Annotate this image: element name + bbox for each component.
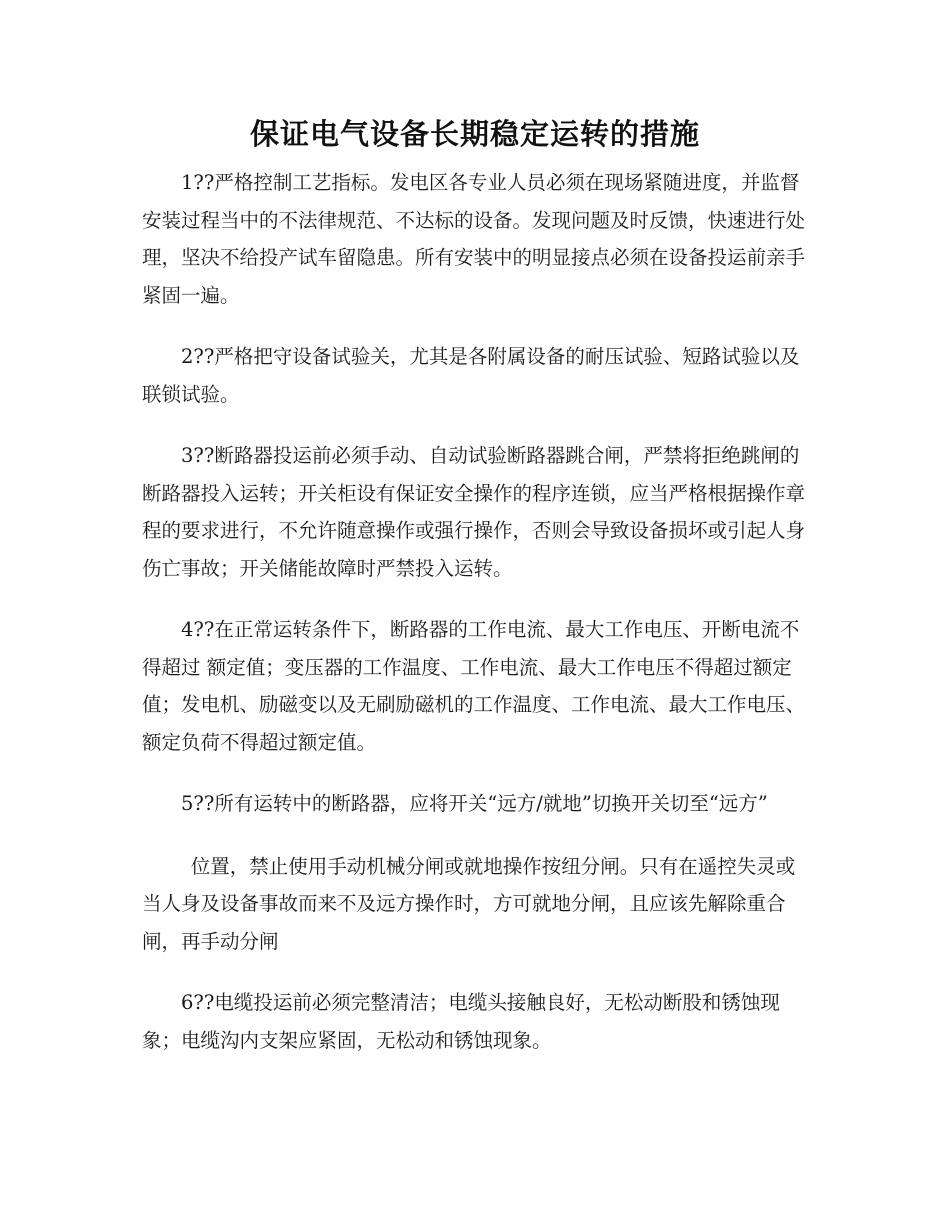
document-body xyxy=(142,164,807,1083)
paragraph-5: 5??所有运转中的断路器，应将开关“远方/就地”切换开关切至“远方” xyxy=(181,792,768,815)
document-title: 保证电气设备长期稳定运转的措施 xyxy=(249,117,700,151)
paragraph-6: 6??电缆投运前必须完整清洁；电缆头接触良好，无松动断股和锈蚀现象；电缆沟内支架应紧固，无松动和锈蚀现象。 xyxy=(142,991,780,1052)
paragraph-5-continued: 位置，禁止使用手动机械分闸或就地操作按纽分闸。只有在遥控失灵或当人身及设备事故而来不及远方操作时，方可就地分闸，且应该先解除重合闸，再手动分闸 xyxy=(142,854,796,953)
paragraph-1: 1??严格控制工艺指标。发电区各专业人员必须在现场紧随进度，并监督安装过程当中的不法律规范、不达标的设备。发现问题及时反馈，快速进行处理，坚决不给投产试车留隐患。所有安装中的明显接点必须在设备投运前亲手紧固一遍。 xyxy=(142,171,806,307)
paragraph-3: 3??断路器投运前必须手动、自动试验断路器跳合闸，严禁将拒绝跳闸的断路器投入运转；开关柜设有保证安全操作的程序连锁，应当严格根据操作章程的要求进行，不允许随意操作或强行操作，否则会导致设备损坏或引起人身伤亡事故；开关储能故障时严禁投入运转。 xyxy=(142,444,806,580)
paragraph-4: 4??在正常运转条件下，断路器的工作电流、最大工作电压、开断电流不得超过 额定值；变压器的工作温度、工作电流、最大工作电压不得超过额定值；发电机、励磁变以及无刷励磁机的工作温度、工作电流、最大工作电压、额定负荷不得超过额定值。 xyxy=(142,618,806,754)
paragraph-2: 2??严格把守设备试验关，尤其是各附属设备的耐压试验、短路试验以及联锁试验。 xyxy=(142,345,800,406)
